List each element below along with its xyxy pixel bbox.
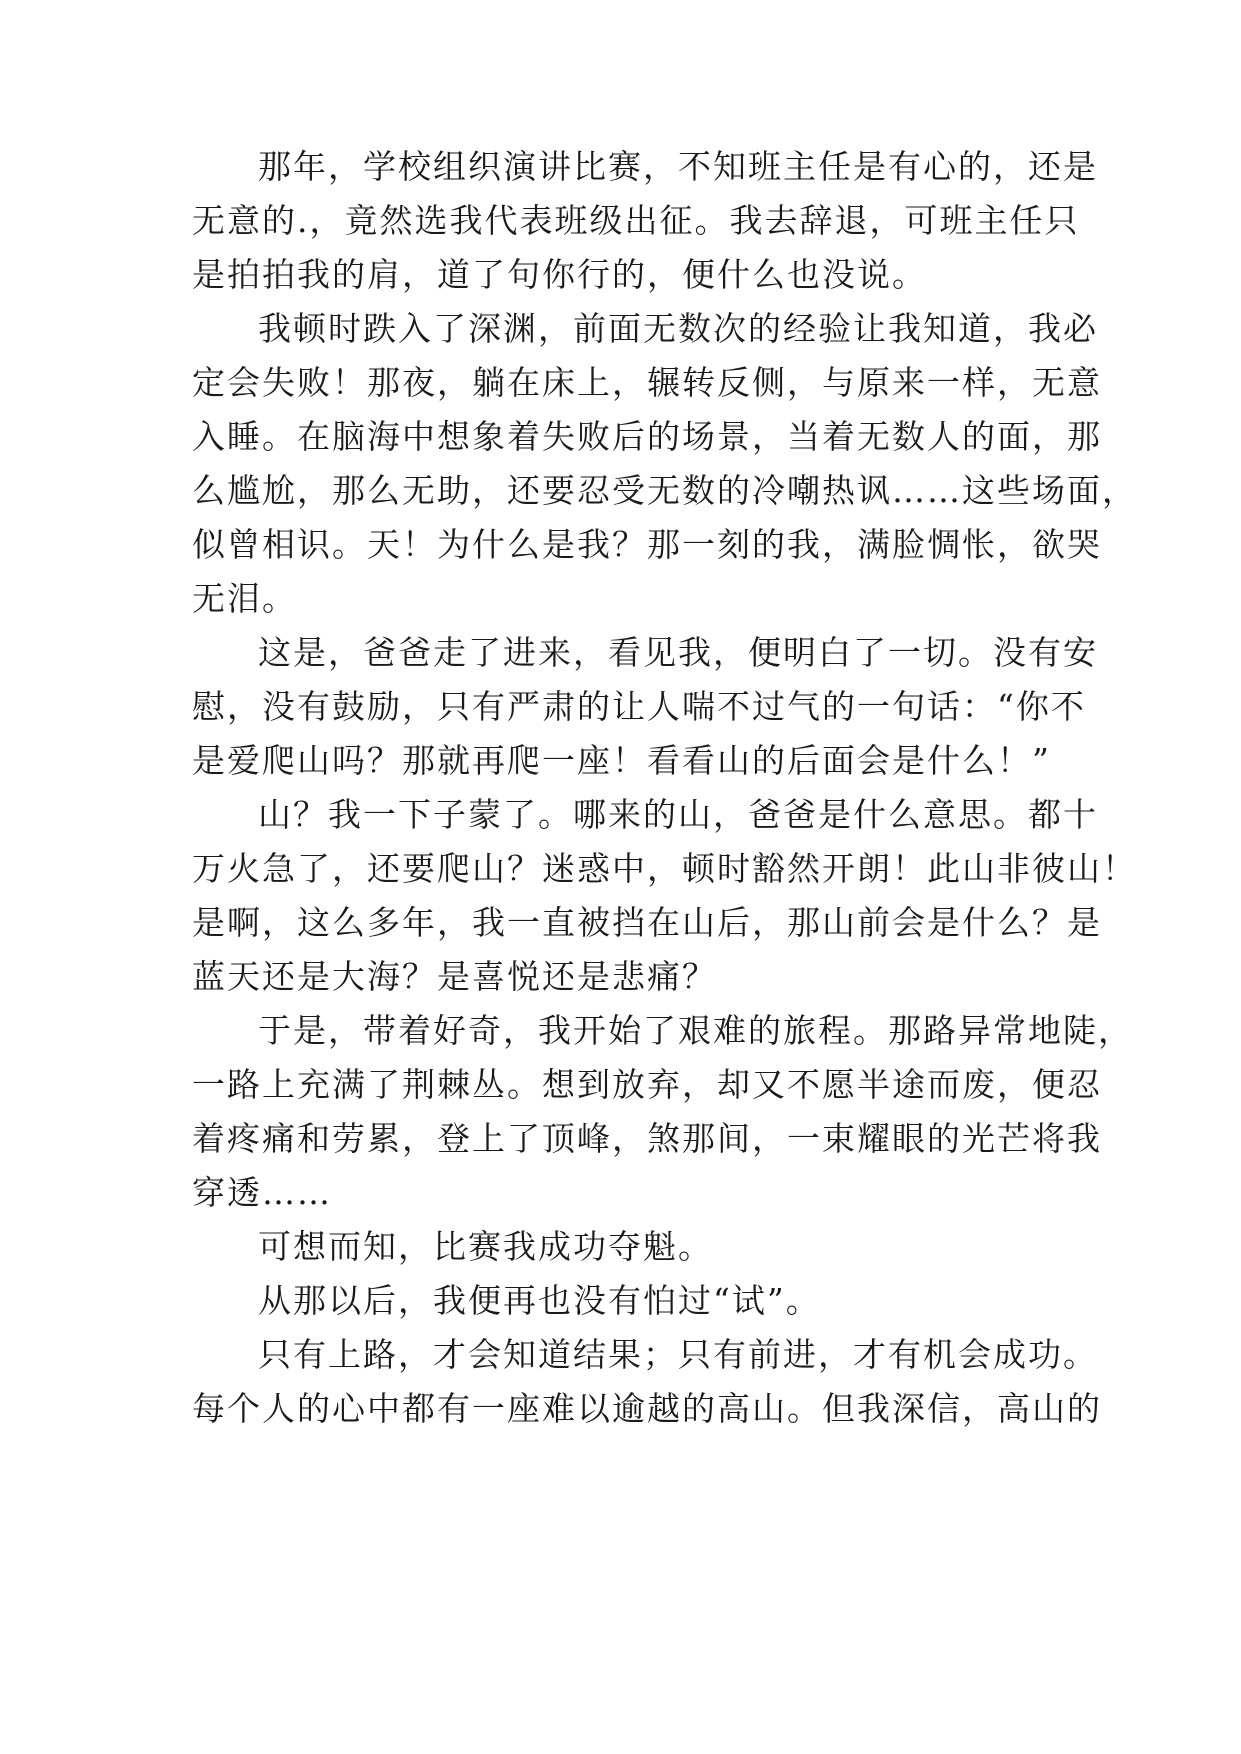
text-line: 我顿时跌入了深渊，前面无数次的经验让我知道，我必 xyxy=(258,309,1098,348)
text-line: 入睡。在脑海中想象着失败后的场景，当着无数人的面，那 xyxy=(192,417,1102,456)
text-line: 那年，学校组织演讲比赛，不知班主任是有心的，还是 xyxy=(258,147,1098,186)
text-line: 么尴尬，那么无助，还要忍受无数的冷嘲热讽……这些场面， xyxy=(192,471,1137,510)
text-line: 似曾相识。天！为什么是我？那一刻的我，满脸惆怅，欲哭 xyxy=(192,525,1102,564)
text-line: 无泪。 xyxy=(192,579,297,618)
text-line: 是啊，这么多年，我一直被挡在山后，那山前会是什么？是 xyxy=(192,903,1102,942)
text-line: 慰，没有鼓励，只有严肃的让人喘不过气的一句话：“你不 xyxy=(192,687,1086,726)
text-line: 是拍拍我的肩，道了句你行的，便什么也没说。 xyxy=(192,255,927,294)
text-line: 无意的.，竟然选我代表班级出征。我去辞退，可班主任只 xyxy=(192,201,1080,240)
text-line: 是爱爬山吗？那就再爬一座！看看山的后面会是什么！” xyxy=(192,741,1051,780)
text-line: 只有上路，才会知道结果；只有前进，才有机会成功。 xyxy=(258,1335,1098,1374)
text-line: 于是，带着好奇，我开始了艰难的旅程。那路异常地陡， xyxy=(258,1011,1133,1050)
text-line: 着疼痛和劳累，登上了顶峰，煞那间，一束耀眼的光芒将我 xyxy=(192,1119,1102,1158)
text-line: 可想而知，比赛我成功夺魁。 xyxy=(258,1227,713,1266)
text-line: 山？我一下子蒙了。哪来的山，爸爸是什么意思。都十 xyxy=(258,795,1098,834)
text-line: 从那以后，我便再也没有怕过“试”。 xyxy=(258,1281,821,1320)
text-line: 一路上充满了荆棘丛。想到放弃，却又不愿半途而废，便忍 xyxy=(192,1065,1102,1104)
text-line: 蓝天还是大海？是喜悦还是悲痛？ xyxy=(192,957,717,996)
text-line: 穿透…… xyxy=(192,1173,332,1212)
text-line: 这是，爸爸走了进来，看见我，便明白了一切。没有安 xyxy=(258,633,1098,672)
text-line: 万火急了，还要爬山？迷惑中，顿时豁然开朗！此山非彼山！ xyxy=(192,849,1137,888)
text-line: 每个人的心中都有一座难以逾越的高山。但我深信，高山的 xyxy=(192,1389,1102,1428)
text-line: 定会失败！那夜，躺在床上，辗转反侧，与原来一样，无意 xyxy=(192,363,1102,402)
